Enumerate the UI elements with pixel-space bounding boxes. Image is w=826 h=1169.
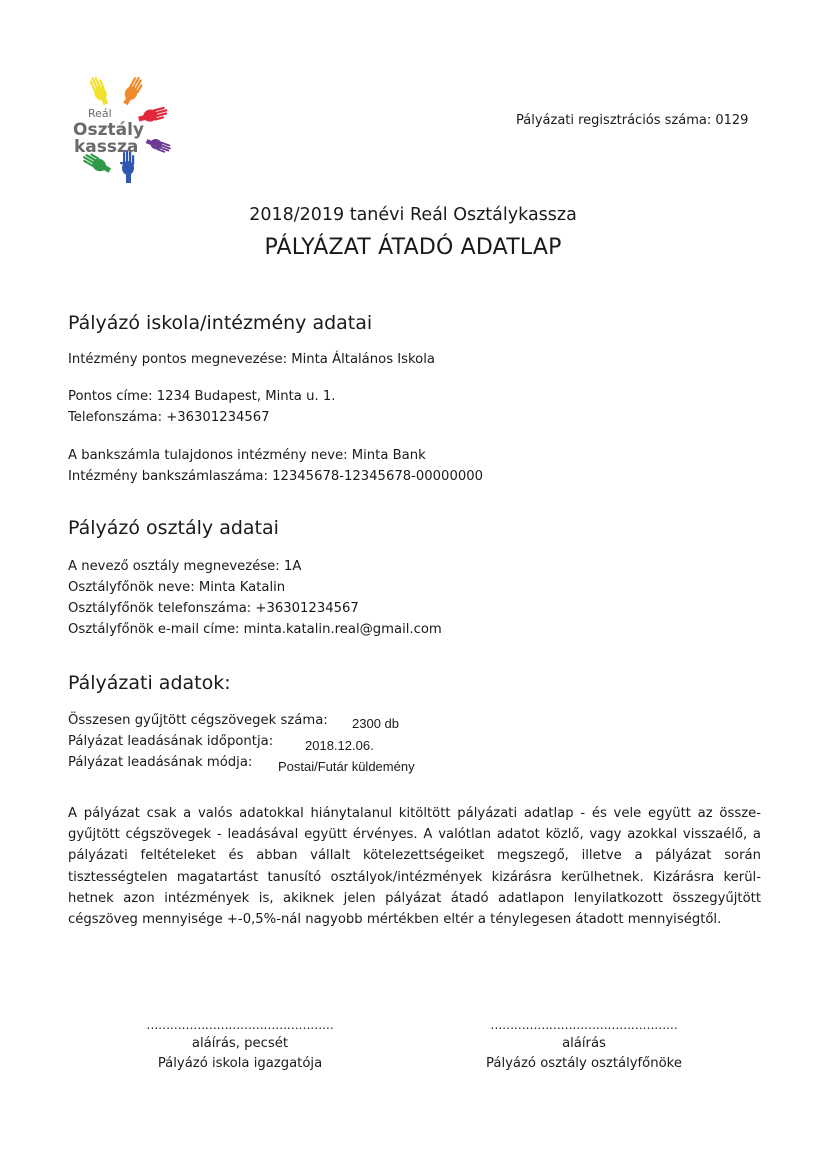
class-teacher-phone-line: Osztályfőnök telefonszáma: +36301234567 — [68, 601, 359, 616]
school-section-heading: Pályázó iskola/intézmény adatai — [68, 312, 373, 334]
registration-number: Pályázati regisztrációs száma: 0129 — [516, 113, 749, 128]
bank-account-line: Intézmény bankszámlaszáma: 12345678-12345678-00000000 — [68, 469, 484, 484]
application-row-value: Postai/Futár küldemény — [278, 759, 415, 774]
application-section-heading: Pályázati adatok: — [68, 672, 231, 694]
document-subtitle: 2018/2019 tanévi Reál Osztálykassza — [249, 205, 577, 225]
logo-text-real: Reál — [88, 107, 112, 120]
notice-paragraph: A pályázat csak a valós adatokkal hiánytalanul kitöltött pályázati adatlap - és vele együtt az összegyűjtött cégszövegek - leadásával együtt érvényes. A valótlan adatot közlő, vagy azokkal visszaélő, a pályázati feltételeket és abban vállalt kötelezettségeiket megszegő, illetve a pályázat során tisztességtelen magatartást tanusító osztályok/intézmények kizárásra kerülhetnek. Kizárásra kerülhetnek azon intézmények is, akiknek jelen pályázat átadó adatlapon lenyilatkozott összegyűjtött cégszöveg mennyisége +-0,5%-nál nagyobb mértékben eltér a ténylegesen átadott mennyiségtől. — [68, 806, 761, 928]
bank-owner-line: A bankszámla tulajdonos intézmény neve: Minta Bank — [68, 448, 426, 463]
application-row-label: Pályázat leadásának időpontja: — [68, 734, 274, 749]
school-phone-line: Telefonszáma: +36301234567 — [68, 410, 270, 425]
class-name-line: A nevező osztály megnevezése: 1A — [68, 559, 302, 574]
logo-text-kassza: kassza — [74, 137, 139, 157]
signature-role: Pályázó iskola igazgatója — [157, 1056, 323, 1071]
hand-icon-purple — [145, 136, 173, 154]
application-row-method — [68, 755, 415, 774]
hand-icon-orange — [120, 75, 146, 107]
application-row-value: 2300 db — [352, 716, 399, 731]
school-name-line: Intézmény pontos megnevezése: Minta Általános Iskola — [68, 352, 435, 367]
signature-caption: aláírás — [562, 1036, 606, 1051]
class-teacher-email-line: Osztályfőnök e-mail címe: minta.katalin.real@gmail.com — [68, 622, 442, 637]
real-osztalykassza-logo — [68, 72, 180, 184]
hand-icon-yellow — [87, 75, 111, 107]
application-row-count — [68, 713, 399, 731]
signature-block-class-teacher — [464, 1016, 704, 1074]
class-teacher-name-line: Osztályfőnök neve: Minta Katalin — [68, 580, 286, 595]
signature-line: ………………………………………… — [490, 1018, 678, 1032]
signature-block-principal — [120, 1016, 360, 1074]
class-section-heading: Pályázó osztály adatai — [68, 517, 279, 539]
application-row-label: Pályázat leadásának módja: — [68, 755, 253, 770]
signature-role: Pályázó osztály osztályfőnöke — [486, 1056, 682, 1071]
document-title: PÁLYÁZAT ÁTADÓ ADATLAP — [264, 235, 562, 260]
signature-caption: aláírás, pecsét — [191, 1036, 289, 1051]
school-address-line: Pontos címe: 1234 Budapest, Minta u. 1. — [68, 389, 336, 404]
application-row-date — [68, 734, 374, 753]
application-row-value: 2018.12.06. — [305, 738, 374, 753]
logo-graphic — [68, 72, 180, 184]
application-row-label: Összesen gyűjtött cégszövegek száma: — [68, 713, 328, 728]
signature-line: ………………………………………… — [146, 1018, 334, 1032]
logo-text-osztaly: Osztály — [73, 120, 144, 140]
